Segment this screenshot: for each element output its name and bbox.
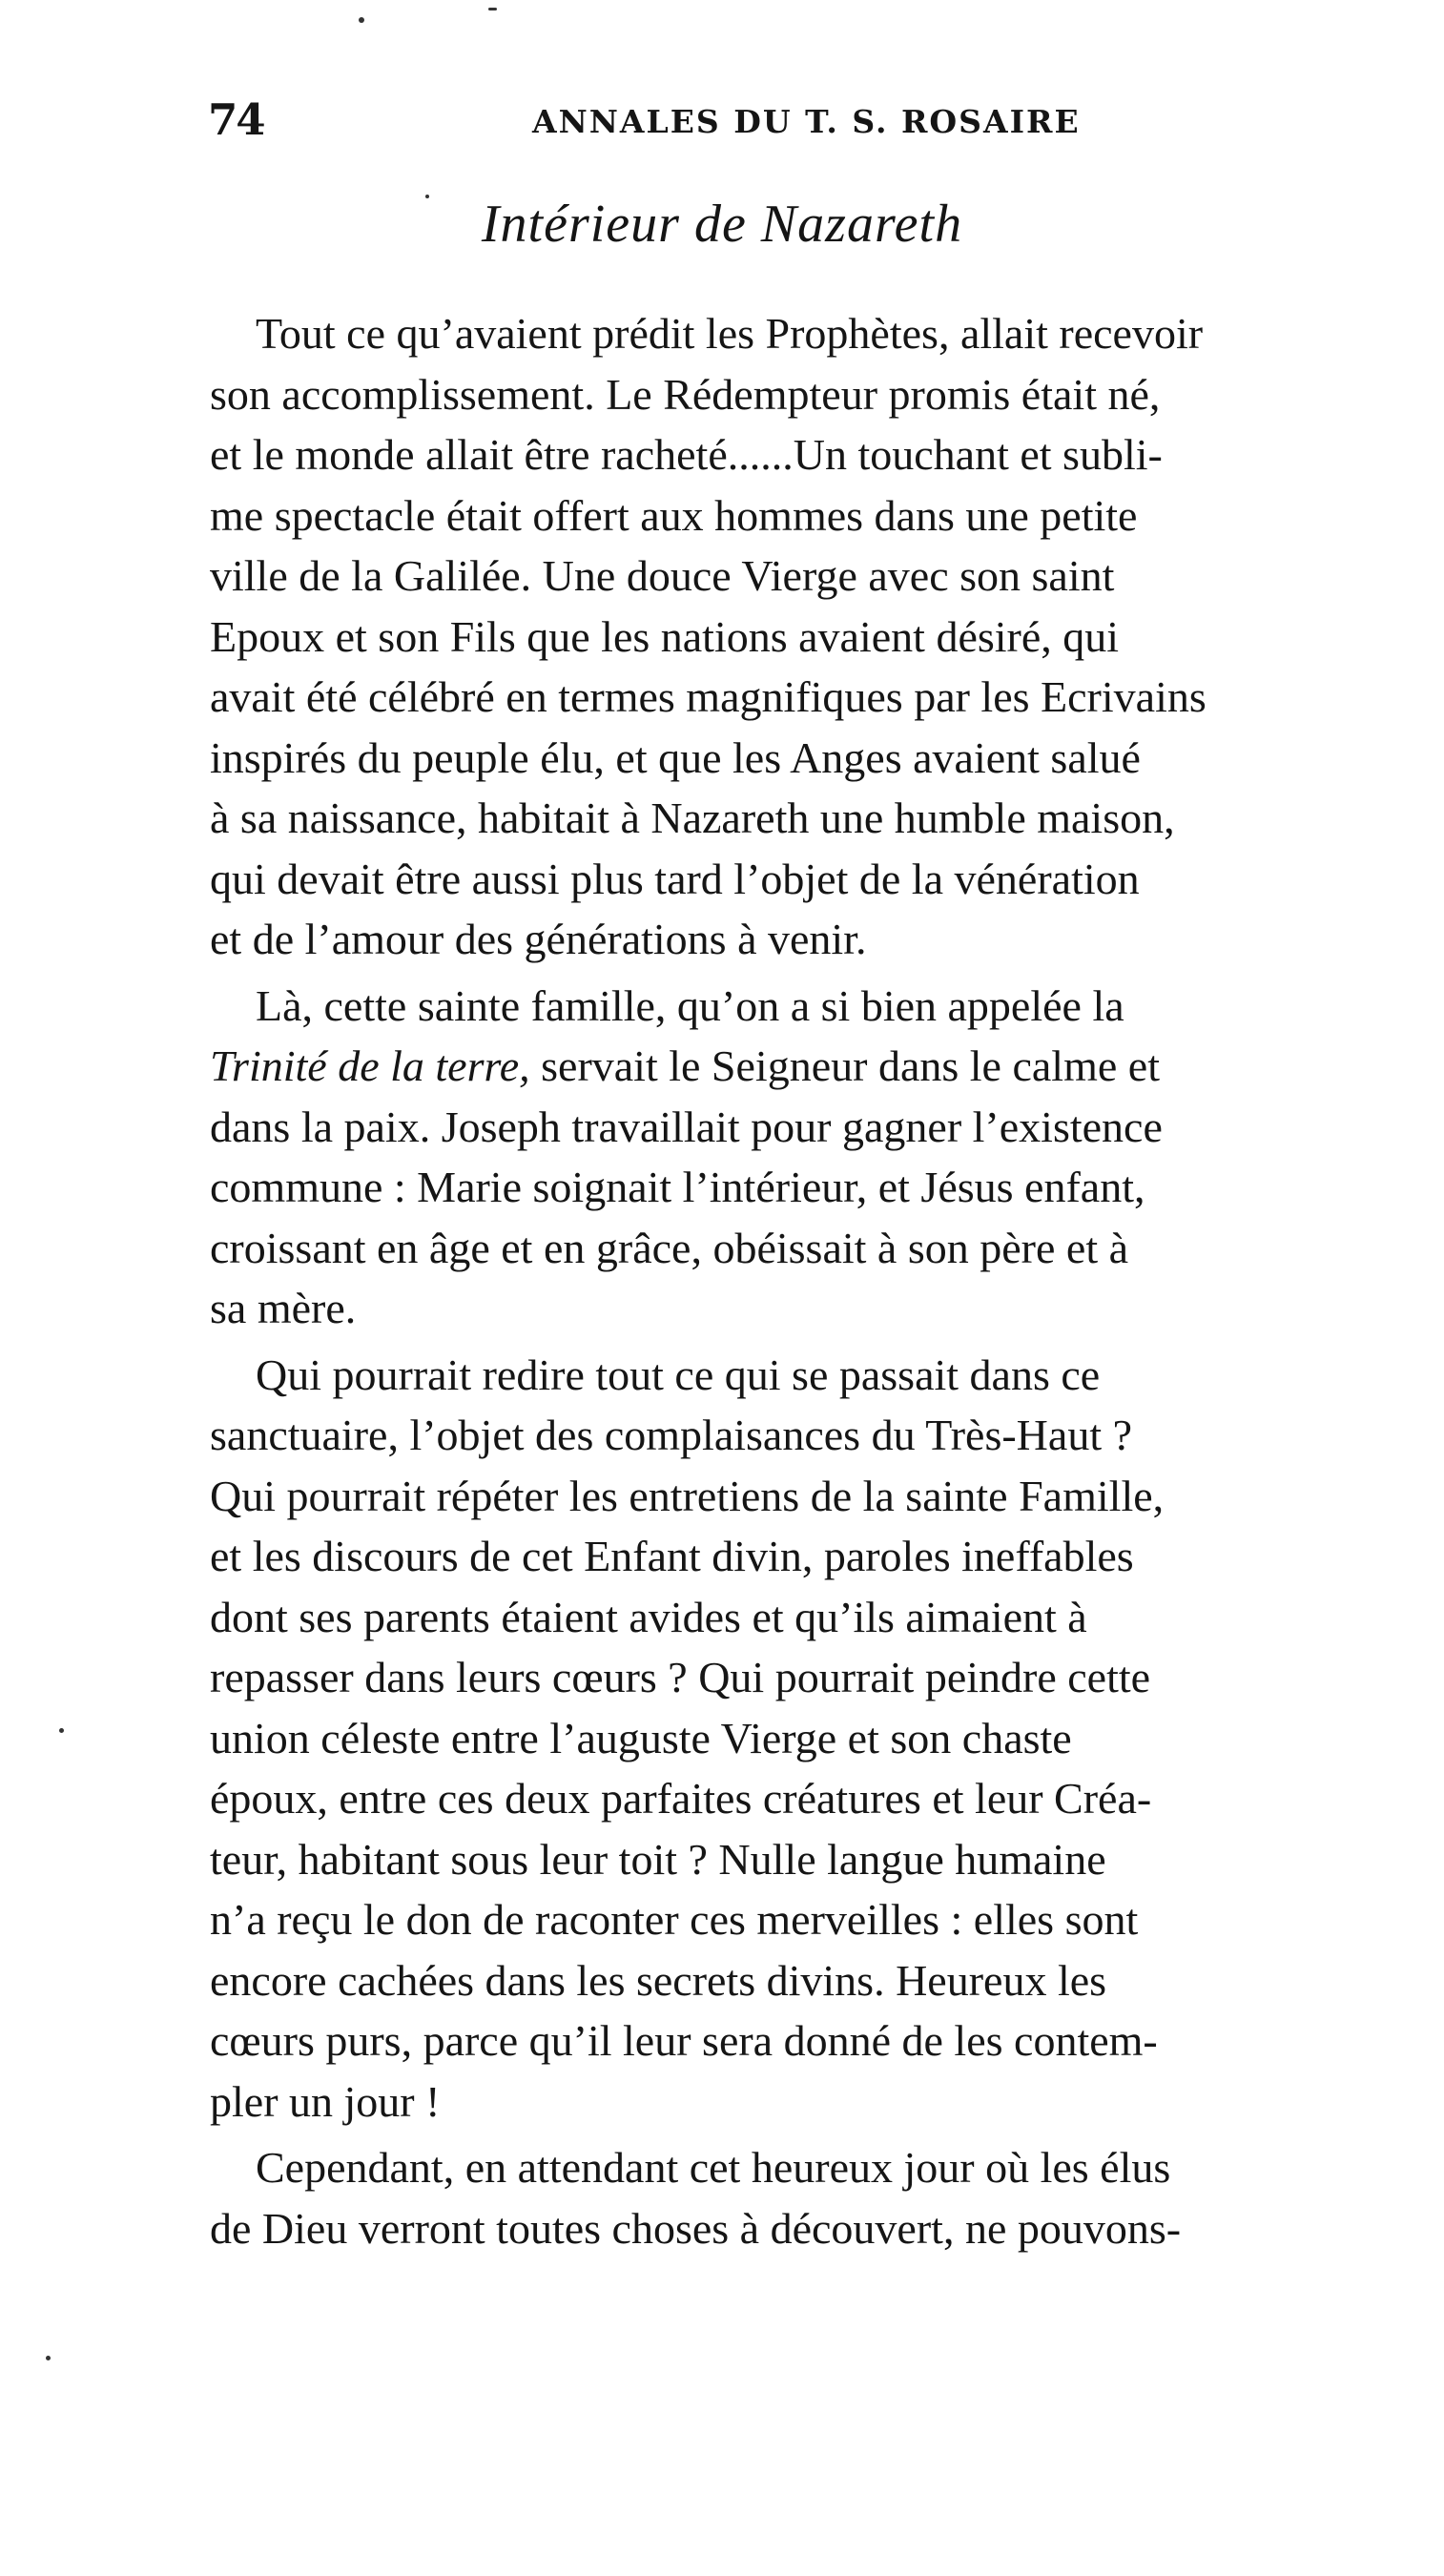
text-line: me spectacle était offert aux hommes dans une petite [210,490,1138,540]
text-line: Epoux et son Fils que les nations avaient désiré, qui [210,611,1120,661]
ink-speck [488,8,497,10]
ink-speck [46,2356,51,2360]
text-line: son accomplissement. Le Rédempteur promis était né, [210,369,1161,419]
text-line: Qui pourrait répéter les entretiens de la sainte Famille, [210,1471,1165,1520]
section-title: Intérieur de Nazareth [481,195,963,254]
text-line: Trinité de la terre, servait le Seigneur dans le calme et [210,1041,1160,1090]
paragraph [210,1345,1431,2133]
text-line: qui devait être aussi plus tard l’objet de la vénération [210,854,1140,903]
text-line: teur, habitant sous leur toit ? Nulle langue humaine [210,1834,1106,1884]
text-line: union céleste entre l’auguste Vierge et son chaste [210,1713,1072,1762]
italic-phrase: Trinité de la terre, [210,1041,530,1090]
text-line: et les discours de cet Enfant divin, paroles ineffables [210,1532,1134,1580]
running-head: ANNALES DU T. S. ROSAIRE [532,103,1081,140]
text-line: cœurs purs, parce qu’il leur sera donné de les contem- [210,2016,1158,2065]
text-line: commune : Marie soignait l’intérieur, et Jésus enfant, [210,1163,1145,1211]
page-number: 74 [208,94,264,145]
text-line: croissant en âge et en grâce, obéissait à son père et à [210,1223,1129,1272]
text-line: pler un jour ! [210,2076,441,2126]
text-line: et de l’amour des générations à venir. [210,915,867,963]
text-line: avait été célébré en termes magnifiques par les Ecrivains [210,672,1207,721]
text-line: de Dieu verront toutes choses à découvert, ne pouvons- [210,2203,1182,2253]
text-line: Là, cette sainte famille, qu’on a si bien appelée la [256,980,1124,1030]
text-line: dans la paix. Joseph travaillait pour gagner l’existence [210,1102,1163,1151]
text-line: Qui pourrait redire tout ce qui se passait dans ce [256,1350,1101,1399]
text-line: encore cachées dans les secrets divins. Heureux les [210,1955,1107,2005]
ink-speck [59,1728,64,1733]
text-line: dont ses parents étaient avides et qu’ils aimaient à [210,1592,1087,1641]
text-line: ville de la Galilée. Une douce Vierge avec son saint [210,551,1115,600]
text-line: époux, entre ces deux parfaites créatures et leur Créa- [210,1774,1152,1823]
paragraph [210,2137,1431,2258]
text-line: Tout ce qu’avaient prédit les Prophètes, allait recevoir [256,309,1204,358]
paragraph [210,303,1431,970]
text-line: n’a reçu le don de raconter ces merveilles : elles sont [210,1895,1139,1944]
ink-speck [359,17,364,23]
text-line: sanctuaire, l’objet des complaisances du Très-Haut ? [210,1411,1133,1459]
paragraph [210,976,1431,1339]
body-text [210,303,1431,2258]
text-line: Cependant, en attendant cet heureux jour où les élus [256,2143,1171,2192]
text-line: inspirés du peuple élu, et que les Anges avaient salué [210,732,1141,782]
text-line: repasser dans leurs cœurs ? Qui pourrait peindre cette [210,1653,1151,1701]
text-line: et le monde allait être racheté......Un touchant et subli- [210,430,1163,479]
text-line: à sa naissance, habitait à Nazareth une humble maison, [210,793,1175,842]
page-header [208,84,1104,151]
text-line: sa mère. [210,1284,357,1332]
